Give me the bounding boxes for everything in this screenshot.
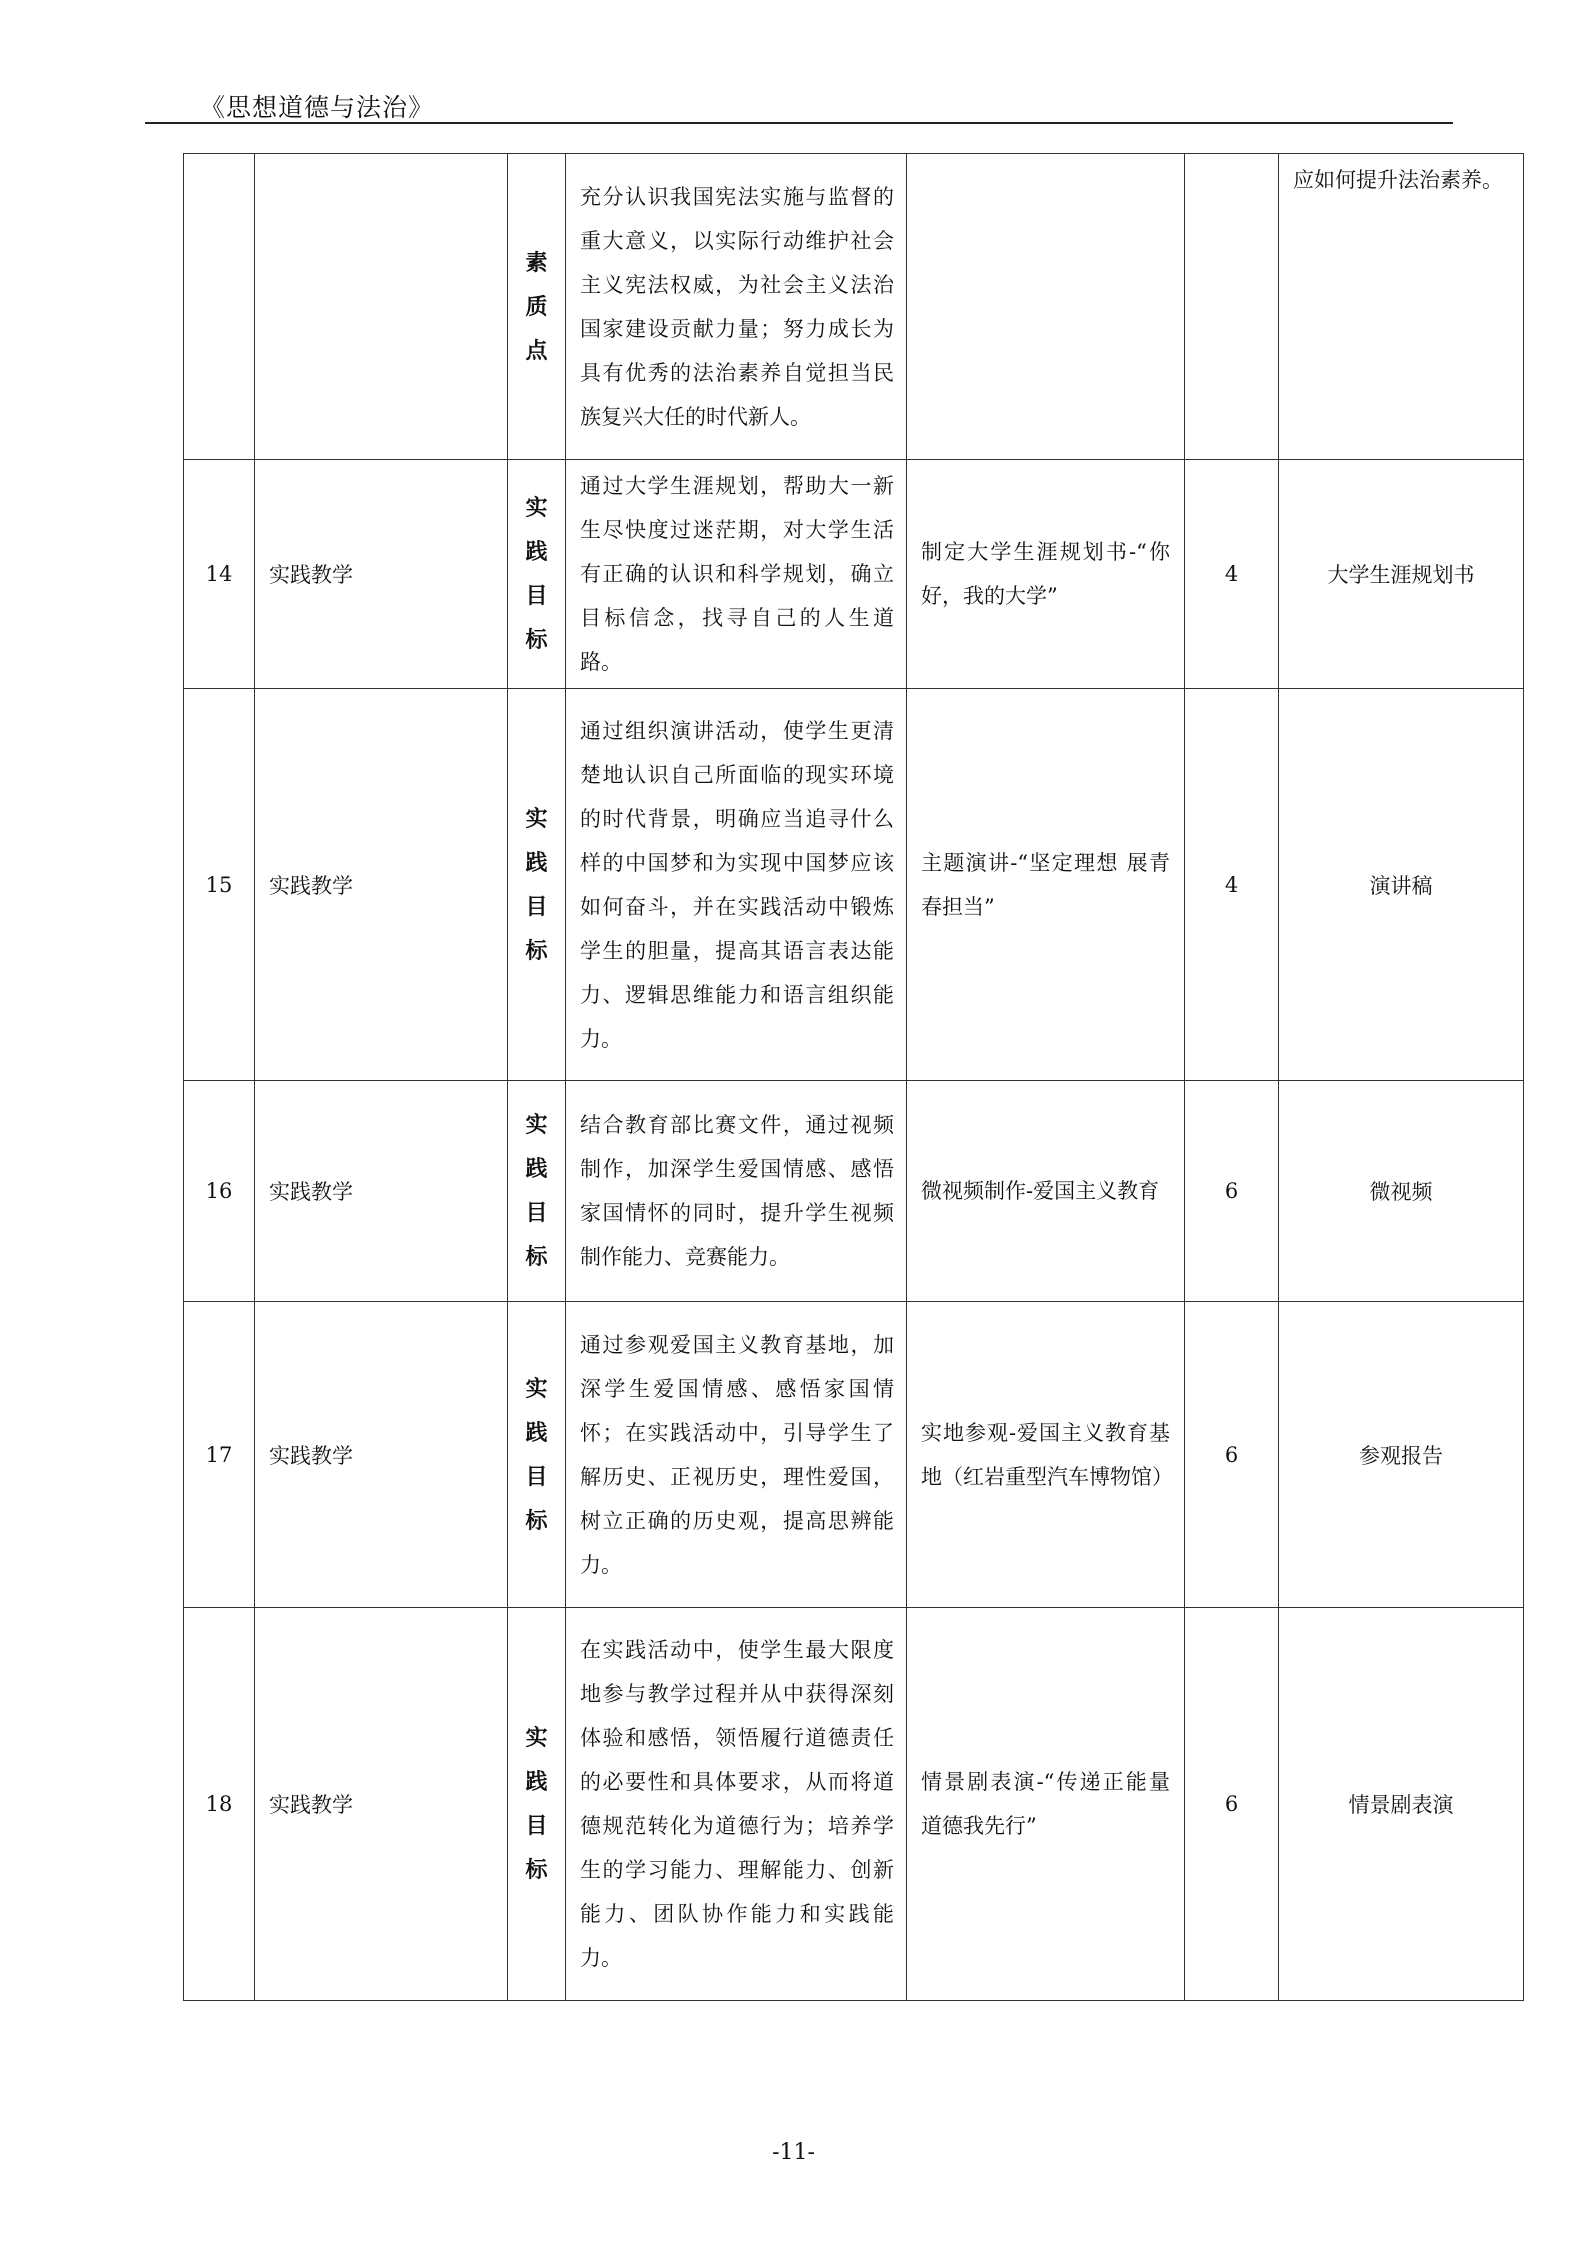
row-number-cell: 15 xyxy=(184,689,255,1081)
goal-description-cell: 在实践活动中，使学生最大限度地参与教学过程并从中获得深刻体验和感悟，领悟履行道德责任的必要性和具体要求，从而将道德规范转化为道德行为；培养学生的学习能力、理解能力、创新能力、团队协作能力和实践能力。 xyxy=(566,1608,907,2001)
goal-type-label: 实践目标 xyxy=(525,1112,548,1270)
teaching-type-cell: 实践教学 xyxy=(255,1302,508,1608)
course-schedule-table xyxy=(183,153,1524,2001)
hours-cell: 4 xyxy=(1185,689,1279,1081)
activity-cell: 情景剧表演-“传递正能量 道德我先行” xyxy=(907,1608,1185,2001)
goal-type-cell xyxy=(508,689,566,1081)
page-number: -11- xyxy=(772,2140,815,2165)
table-row xyxy=(184,689,1524,1081)
teaching-type-cell: 实践教学 xyxy=(255,1081,508,1302)
goal-type-cell xyxy=(508,460,566,689)
table-row xyxy=(184,154,1524,460)
teaching-type-cell xyxy=(255,154,508,460)
row-number-cell: 14 xyxy=(184,460,255,689)
hours-cell xyxy=(1185,154,1279,460)
goal-description-cell: 通过大学生涯规划，帮助大一新生尽快度过迷茫期，对大学生活有正确的认识和科学规划，确立目标信念，找寻自己的人生道路。 xyxy=(566,460,907,689)
activity-cell xyxy=(907,154,1185,460)
activity-cell: 实地参观-爱国主义教育基地（红岩重型汽车博物馆） xyxy=(907,1302,1185,1608)
goal-type-label: 实践目标 xyxy=(525,805,548,964)
goal-description-cell: 结合教育部比赛文件，通过视频制作，加深学生爱国情感、感悟家国情怀的同时，提升学生视频制作能力、竞赛能力。 xyxy=(566,1081,907,1302)
table-row xyxy=(184,460,1524,689)
row-number-cell: 17 xyxy=(184,1302,255,1608)
table-row xyxy=(184,1608,1524,2001)
row-number-cell: 16 xyxy=(184,1081,255,1302)
row-number-cell xyxy=(184,154,255,460)
teaching-type-cell: 实践教学 xyxy=(255,460,508,689)
output-cell: 微视频 xyxy=(1279,1081,1524,1302)
hours-cell: 6 xyxy=(1185,1081,1279,1302)
goal-description-cell: 充分认识我国宪法实施与监督的重大意义，以实际行动维护社会主义宪法权威，为社会主义法治国家建设贡献力量；努力成长为具有优秀的法治素养自觉担当民族复兴大任的时代新人。 xyxy=(566,154,907,460)
goal-type-label: 实践目标 xyxy=(525,495,548,653)
hours-cell: 6 xyxy=(1185,1302,1279,1608)
activity-cell: 主题演讲-“坚定理想 展青春担当” xyxy=(907,689,1185,1081)
row-number-cell: 18 xyxy=(184,1608,255,2001)
output-cell: 大学生涯规划书 xyxy=(1279,460,1524,689)
table-row xyxy=(184,1302,1524,1608)
output-cell: 演讲稿 xyxy=(1279,689,1524,1081)
header-divider xyxy=(145,122,1453,124)
goal-description-cell: 通过组织演讲活动，使学生更清楚地认识自己所面临的现实环境的时代背景，明确应当追寻什么样的中国梦和为实现中国梦应该如何奋斗，并在实践活动中锻炼学生的胆量，提高其语言表达能力、逻辑思维能力和语言组织能力。 xyxy=(566,689,907,1081)
activity-cell: 制定大学生涯规划书-“你好，我的大学” xyxy=(907,460,1185,689)
table-row xyxy=(184,1081,1524,1302)
goal-type-label: 实践目标 xyxy=(525,1375,548,1534)
document-header-title: 《思想道德与法治》 xyxy=(200,93,435,122)
goal-description-cell: 通过参观爱国主义教育基地，加深学生爱国情感、感悟家国情怀；在实践活动中，引导学生了解历史、正视历史，理性爱国，树立正确的历史观，提高思辨能力。 xyxy=(566,1302,907,1608)
output-cell: 情景剧表演 xyxy=(1279,1608,1524,2001)
goal-type-label: 素质点 xyxy=(525,249,548,364)
goal-type-cell xyxy=(508,1081,566,1302)
hours-cell: 6 xyxy=(1185,1608,1279,2001)
goal-type-cell xyxy=(508,154,566,460)
goal-type-cell xyxy=(508,1608,566,2001)
output-cell: 应如何提升法治素养。 xyxy=(1279,154,1524,460)
goal-type-cell xyxy=(508,1302,566,1608)
teaching-type-cell: 实践教学 xyxy=(255,1608,508,2001)
activity-cell: 微视频制作-爱国主义教育 xyxy=(907,1081,1185,1302)
goal-type-label: 实践目标 xyxy=(525,1725,548,1883)
output-cell: 参观报告 xyxy=(1279,1302,1524,1608)
hours-cell: 4 xyxy=(1185,460,1279,689)
teaching-type-cell: 实践教学 xyxy=(255,689,508,1081)
